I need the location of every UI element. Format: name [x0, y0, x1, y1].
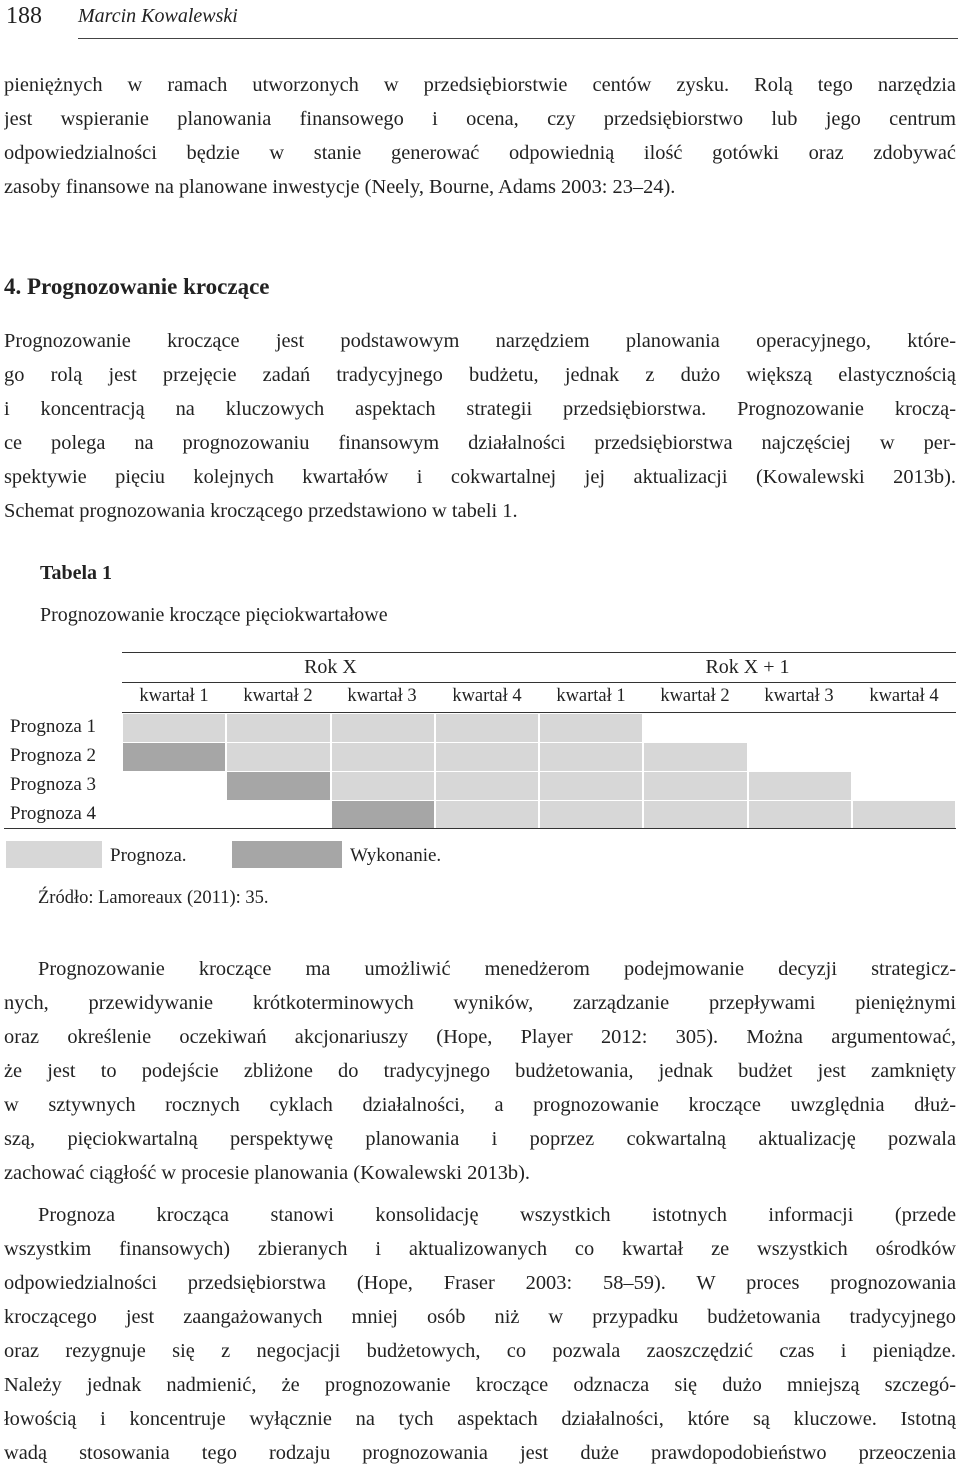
- quarter-header: kwartał 3: [764, 686, 834, 706]
- forecast-cell: [540, 743, 642, 771]
- table-source: Źródło: Lamoreaux (2011): 35.: [38, 888, 269, 908]
- quarter-header: kwartał 3: [347, 686, 417, 706]
- text-line: nych, przewidywanie krótkoterminowych wyników, zarządzanie przepływami pieniężnymi: [4, 992, 956, 1014]
- legend-actual-label: Wykonanie.: [350, 845, 442, 866]
- page-number: 188: [6, 3, 42, 29]
- forecast-cell: [436, 714, 538, 742]
- paragraph-3: [4, 952, 956, 1190]
- forecast-cell: [540, 714, 642, 742]
- text-line: odpowiedzialności będzie w stanie generować odpowiednią ilość gotówki oraz zdobywać: [4, 142, 956, 164]
- forecast-cell: [332, 772, 434, 800]
- text-line: zachować ciągłość w procesie planowania (Kowalewski 2013b).: [4, 1162, 530, 1184]
- text-line: spektywie pięciu kolejnych kwartałów i cokwartalnej jej aktualizacji (Kowalewski 2013b).: [4, 466, 956, 488]
- text-line: wszystkim finansowych) zbieranych i aktualizowanych co kwartał ze wszystkich ośrodków: [4, 1238, 956, 1260]
- paragraph-1: [4, 68, 956, 204]
- forecast-cell: [436, 801, 538, 829]
- year-rule: [122, 682, 956, 683]
- legend-forecast-label: Prognoza.: [110, 845, 187, 866]
- table-top-rule: [122, 652, 956, 653]
- forecast-cell: [644, 772, 746, 800]
- forecast-cell: [749, 801, 851, 829]
- text-line: Prognoza krocząca stanowi konsolidację wszystkich istotnych informacji (przede: [38, 1204, 956, 1226]
- row-label: Prognoza 3: [10, 774, 97, 795]
- paragraph-4: [4, 1198, 956, 1470]
- quarter-header: kwartał 1: [556, 686, 626, 706]
- text-line: Prognozowanie kroczące ma umożliwić menedżerom podejmowanie decyzji strategicz-: [38, 958, 956, 980]
- text-line: że jest to podejście zbliżone do tradycyjnego budżetowania, jednak budżet jest zamknięty: [4, 1060, 956, 1082]
- forecast-cell: [644, 743, 746, 771]
- header-rule: [78, 38, 958, 39]
- text-line: w sztywnych rocznych cyklach działalności, a prognozowanie kroczące uwzględnia dłuż-: [4, 1094, 956, 1116]
- forecast-cell: [436, 743, 538, 771]
- running-header-author: Marcin Kowalewski: [78, 5, 238, 27]
- text-line: kroczącego jest zaangażowanych mniej osób niż w przypadku budżetowania tradycyjnego: [4, 1306, 956, 1328]
- actual-cell: [227, 772, 329, 800]
- forecast-cell: [332, 743, 434, 771]
- forecast-cell: [123, 714, 225, 742]
- forecast-cell: [332, 714, 434, 742]
- text-line: ce polega na prognozowaniu finansowym działalności przedsiębiorstwa najczęściej w per-: [4, 432, 956, 454]
- row-label: Prognoza 4: [10, 803, 97, 824]
- quarter-header: kwartał 1: [139, 686, 209, 706]
- text-line: jest wspieranie planowania finansowego i ocena, czy przedsiębiorstwo lub jego centrum: [4, 108, 956, 130]
- text-line: wadą stosowania tego rodzaju prognozowania jest duże prawdopodobieństwo przeoczenia: [4, 1442, 956, 1464]
- actual-cell: [123, 743, 225, 771]
- row-label: Prognoza 2: [10, 745, 97, 766]
- row-label: Prognoza 1: [10, 716, 97, 737]
- forecast-cell: [644, 801, 746, 829]
- legend-forecast-swatch: [6, 841, 102, 868]
- forecast-cell: [853, 801, 955, 829]
- table-caption: Tabela 1: [40, 562, 113, 584]
- text-line: Schemat prognozowania kroczącego przedstawiono w tabeli 1.: [4, 500, 518, 522]
- table-subtitle: Prognozowanie kroczące pięciokwartałowe: [40, 604, 388, 626]
- text-line: łowością i koncentruje wyłącznie na tych aspektach działalności, które są kluczowe. Istotną: [4, 1408, 956, 1430]
- quarter-header: kwartał 4: [452, 686, 522, 706]
- text-line: Należy jednak nadmienić, że prognozowanie kroczące odznacza się dużo mniejszą szczegó-: [4, 1374, 956, 1396]
- forecast-cell: [540, 772, 642, 800]
- text-line: Prognozowanie kroczące jest podstawowym narzędziem planowania operacyjnego, które-: [4, 330, 956, 352]
- table-bottom-rule: [4, 828, 956, 829]
- quarter-header: kwartał 4: [869, 686, 939, 706]
- text-line: pieniężnych w ramach utworzonych w przedsiębiorstwie centów zysku. Rolą tego narzędzia: [4, 74, 956, 96]
- legend-actual-swatch: [232, 841, 342, 868]
- section-heading: 4. Prognozowanie kroczące: [4, 274, 270, 299]
- forecast-cell: [227, 714, 329, 742]
- year-header: Rok X + 1: [705, 656, 790, 678]
- header-bottom-rule: [122, 712, 956, 713]
- year-header: Rok X: [304, 656, 357, 678]
- text-line: zasoby finansowe na planowane inwestycje (Neely, Bourne, Adams 2003: 23–24).: [4, 176, 676, 198]
- text-line: szą, pięciokwartalną perspektywę planowania i poprzez cokwartalną aktualizację pozwala: [4, 1128, 956, 1150]
- text-line: i koncentracją na kluczowych aspektach strategii przedsiębiorstwa. Prognozowanie kroczą-: [4, 398, 956, 420]
- forecast-cell: [436, 772, 538, 800]
- forecast-cell: [749, 772, 851, 800]
- paragraph-2: [4, 324, 956, 528]
- text-line: go rolą jest przejęcie zadań tradycyjnego budżetu, jednak z dużo większą elastycznością: [4, 364, 956, 386]
- forecast-cell: [540, 801, 642, 829]
- forecast-cell: [227, 743, 329, 771]
- text-line: odpowiedzialności przedsiębiorstwa (Hope, Fraser 2003: 58–59). W proces prognozowania: [4, 1272, 956, 1294]
- text-line: oraz określenie oczekiwań akcjonariuszy (Hope, Player 2012: 305). Można argumentować,: [4, 1026, 956, 1048]
- quarter-header: kwartał 2: [660, 686, 730, 706]
- actual-cell: [332, 801, 434, 829]
- quarter-header: kwartał 2: [243, 686, 313, 706]
- text-line: oraz rezygnuje się z negocjacji budżetowych, co pozwala zaoszczędzić czas i pieniądze.: [4, 1340, 956, 1362]
